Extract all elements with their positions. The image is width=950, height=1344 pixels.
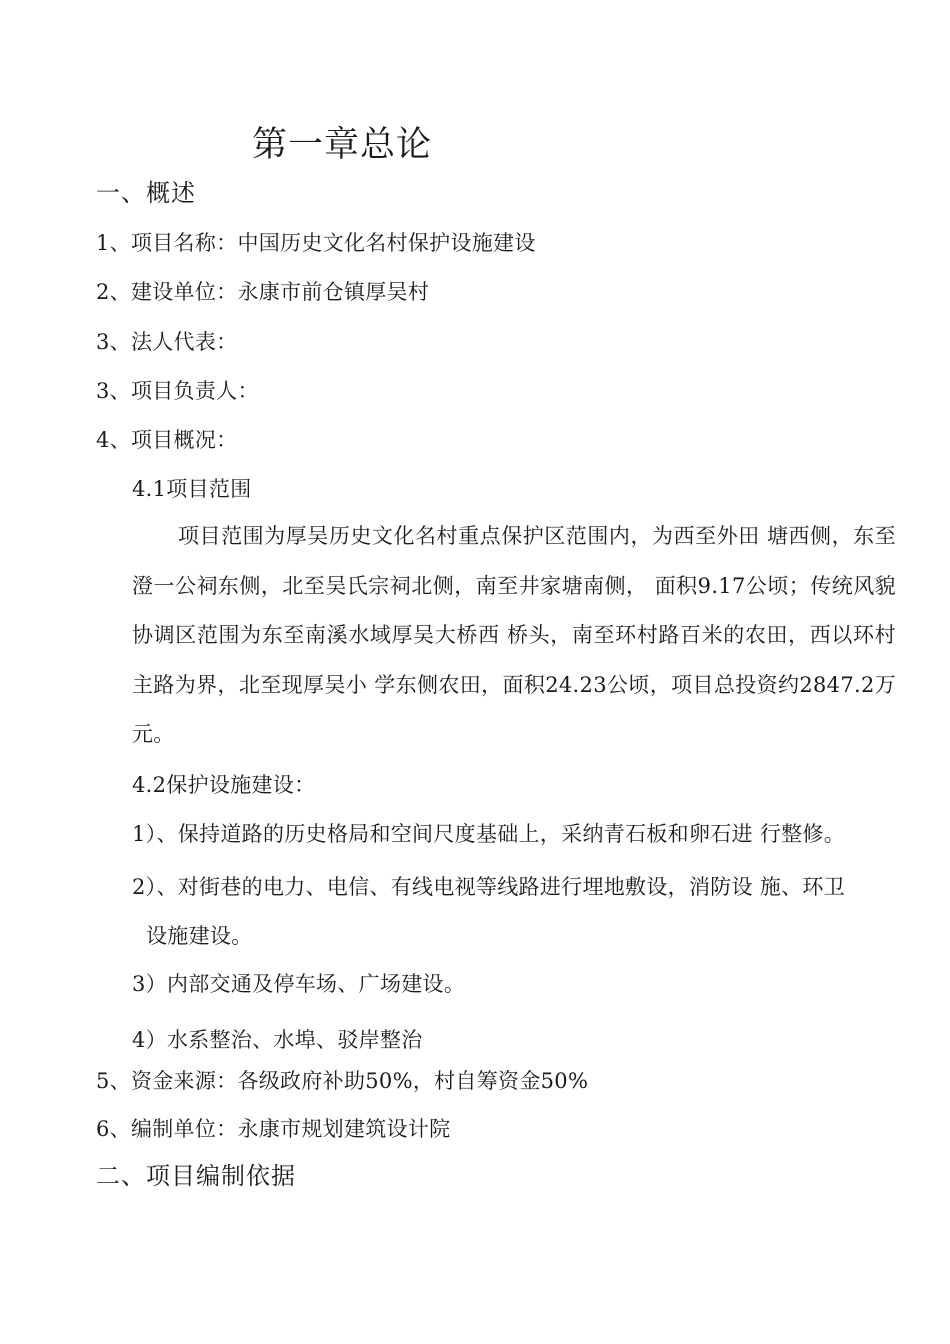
item-project-overview: 4、项目概况： (96, 428, 238, 452)
section-heading-basis: 二、项目编制依据 (96, 1162, 296, 1190)
protection-item-3: 3）内部交通及停车场、广场建设。 (132, 972, 466, 996)
subheading-protection-facilities: 4.2保护设施建设： (132, 773, 316, 797)
item-compiling-unit: 6、编制单位：永康市规划建筑设计院 (96, 1117, 451, 1141)
protection-item-2-continued: 设施建设。 (146, 924, 253, 948)
protection-item-1: 1）、保持道路的历史格局和空间尺度基础上，采纳青石板和卵石进 行整修。 (132, 822, 846, 846)
subheading-project-scope: 4.1项目范围 (132, 477, 252, 501)
item-legal-representative: 3、法人代表： (96, 330, 238, 354)
chapter-title: 第一章总论 (252, 125, 433, 165)
item-construction-unit: 2、建设单位：永康市前仓镇厚吴村 (96, 280, 430, 304)
item-project-name: 1、项目名称：中国历史文化名村保护设施建设 (96, 231, 536, 255)
protection-item-2: 2）、对街巷的电力、电信、有线电视等线路进行埋地敷设，消防设 施、环卫 (132, 875, 846, 899)
item-funding-source: 5、资金来源：各级政府补助50%，村自筹资金50% (96, 1069, 589, 1093)
item-project-leader: 3、项目负责人： (96, 379, 259, 403)
section-heading-overview: 一、概述 (96, 179, 196, 207)
paragraph-project-scope: 项目范围为厚吴历史文化名村重点保护区范围内，为西至外田 塘西侧，东至澄一公祠东侧，北至吴氏宗祠北侧，南至井家塘南侧， 面积9.17公顷；传统风貌协调区范围为东至南溪水域厚吴大桥西 桥头，南至环村路百米的农田，西以环村主路为界，北至现厚吴小 学东侧农田，面积24.23公顷，项目总投资约2847.2万元。 (132, 524, 896, 746)
protection-item-4: 4）水系整治、水埠、驳岸整治 (132, 1028, 423, 1052)
